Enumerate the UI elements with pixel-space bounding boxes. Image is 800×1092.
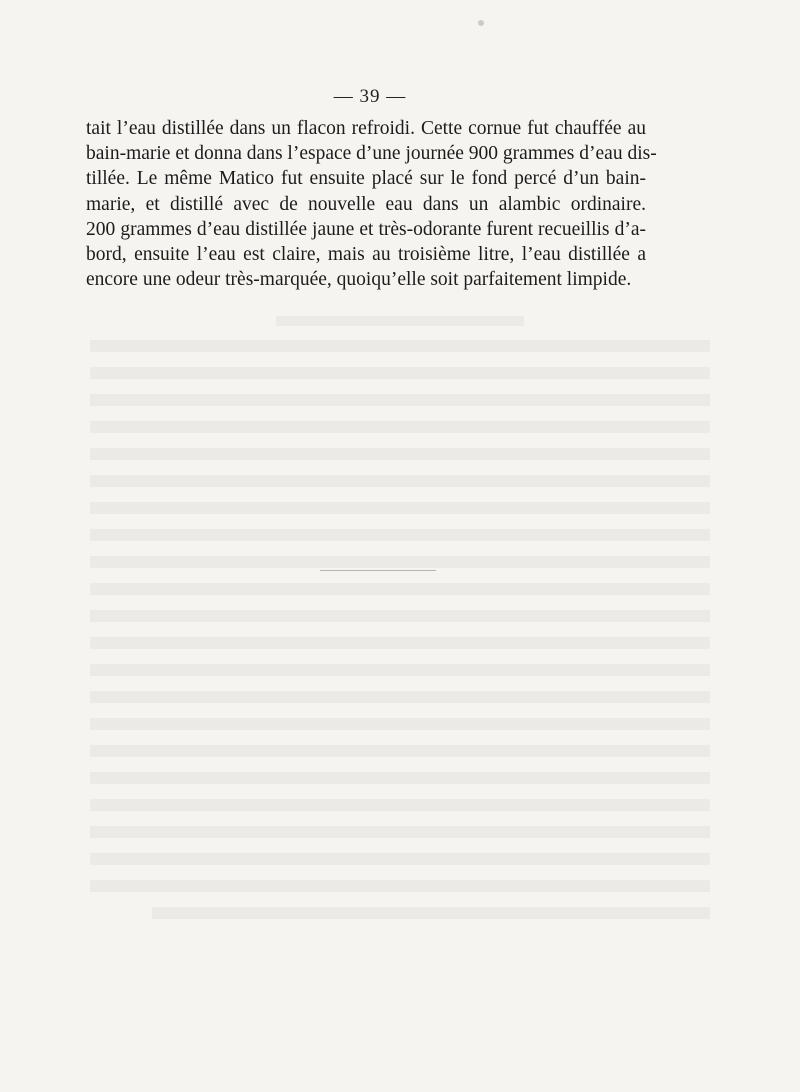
reverse-side-show-through (90, 300, 710, 980)
page-number: — 39 — (333, 86, 407, 107)
text-line: encore une odeur très-marquée, quoiqu’elle soit parfaitement limpide. (86, 269, 632, 291)
text-line: tait l’eau distillée dans un flacon refroidi. Cette cornue fut chauffée au (86, 118, 646, 139)
paper-speck (478, 20, 484, 26)
text-line: tillée. Le même Matico fut ensuite placé sur le fond percé d’un bain- (86, 168, 646, 190)
text-line: 200 grammes d’eau distillée jaune et très-odorante furent recueillis d’a- (86, 218, 646, 240)
text-line: bord, ensuite l’eau est claire, mais au troisième litre, l’eau distillée a (86, 244, 646, 266)
text-line: marie, et distillé avec de nouvelle eau dans un alambic ordinaire. (86, 193, 646, 215)
section-rule (320, 570, 436, 571)
body-paragraph (86, 116, 657, 292)
text-line: bain-marie et donna dans l’espace d’une journée 900 grammes d’eau dis- (86, 143, 657, 165)
